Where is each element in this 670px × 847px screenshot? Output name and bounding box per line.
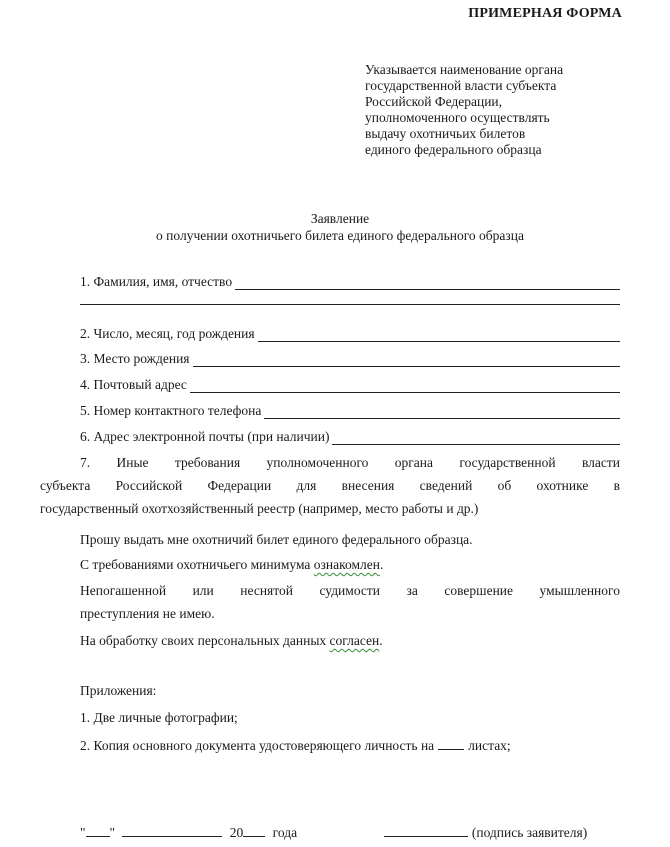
day-input-line[interactable]: [86, 824, 110, 837]
addressee-line: Указывается наименование органа: [365, 62, 564, 77]
field-label: 1. Фамилия, имя, отчество: [80, 274, 233, 289]
field-label: 5. Номер контактного телефона: [80, 403, 262, 418]
signature-input-line[interactable]: [384, 824, 468, 837]
item-7-line-1: 7. Иные требования уполномоченного органа государственной власти: [80, 455, 620, 470]
field-phone: [80, 403, 620, 419]
criminal-record-line-1: Непогашенной или неснятой судимости за совершение умышленного: [80, 583, 620, 598]
year-input-line[interactable]: [243, 824, 265, 837]
item-7-paragraph: [40, 451, 620, 520]
signature-row: [80, 824, 620, 841]
field-email: [80, 429, 620, 445]
addressee-line: государственной власти субъекта: [365, 78, 557, 93]
field-label: 6. Адрес электронной почты (при наличии): [80, 429, 330, 444]
consent-statement-end: .: [379, 633, 383, 648]
year-word: года: [272, 825, 298, 840]
addressee-line: уполномоченного осуществлять: [365, 110, 550, 125]
minimum-statement-text: С требованиями охотничьего минимума: [80, 557, 314, 572]
criminal-record-statement: [80, 579, 620, 625]
addressee-line: Российской Федерации,: [365, 94, 503, 109]
full-name-continuation-line[interactable]: [80, 304, 620, 305]
date-quote-open: ": [80, 825, 86, 840]
request-statement: Прошу выдать мне охотничий билет единого федерального образца.: [80, 532, 473, 547]
postal-address-input-line[interactable]: [190, 380, 620, 393]
century-label: 20: [229, 825, 244, 840]
addressee-block: [365, 62, 655, 158]
minimum-statement: [80, 557, 383, 573]
addressee-line: единого федерального образца: [365, 142, 542, 157]
item-7-line-2: субъекта Российской Федерации для внесения сведений об охотнике в: [40, 478, 620, 493]
title-line-1: Заявление: [310, 211, 370, 226]
field-label: 3. Место рождения: [80, 351, 190, 366]
criminal-record-line-2: преступления не имею.: [80, 606, 215, 621]
minimum-statement-end: .: [379, 557, 384, 572]
item-7-line-3: государственный охотхозяйственный реестр (например, место работы и др.): [40, 501, 479, 516]
full-name-input-line[interactable]: [235, 277, 620, 290]
field-full-name: [80, 274, 620, 290]
phone-input-line[interactable]: [264, 406, 620, 419]
field-birth-date: [80, 326, 620, 342]
consent-agreed-word: согласен: [329, 633, 380, 648]
consent-statement-text: На обработку своих персональных данных: [80, 633, 330, 648]
attachment-item-2-suffix: листах;: [468, 738, 511, 753]
attachments-heading: Приложения:: [80, 683, 157, 698]
document-title: [0, 210, 670, 244]
birth-place-input-line[interactable]: [193, 354, 620, 367]
email-input-line[interactable]: [332, 432, 620, 445]
form-type-label: ПРИМЕРНАЯ ФОРМА: [468, 6, 622, 21]
signature-label: (подпись заявителя): [471, 825, 588, 840]
birth-date-input-line[interactable]: [258, 329, 620, 342]
field-label: 2. Число, месяц, год рождения: [80, 326, 255, 341]
attachment-item-2: [80, 737, 620, 754]
title-line-2: о получении охотничьего билета единого федерального образца: [156, 228, 524, 243]
attachment-item-2-text: 2. Копия основного документа удостоверяющего личность на: [80, 738, 435, 753]
addressee-line: выдачу охотничьих билетов: [365, 126, 526, 141]
date-quote-close: ": [109, 825, 116, 840]
attachment-item-1: 1. Две личные фотографии;: [80, 710, 238, 725]
minimum-acknowledged-word: ознакомлен: [313, 557, 380, 572]
field-birth-place: [80, 351, 620, 367]
sheet-count-input-line[interactable]: [438, 737, 464, 750]
month-input-line[interactable]: [122, 824, 222, 837]
field-label: 4. Почтовый адрес: [80, 377, 187, 392]
consent-statement: [80, 633, 383, 649]
field-postal-address: [80, 377, 620, 393]
